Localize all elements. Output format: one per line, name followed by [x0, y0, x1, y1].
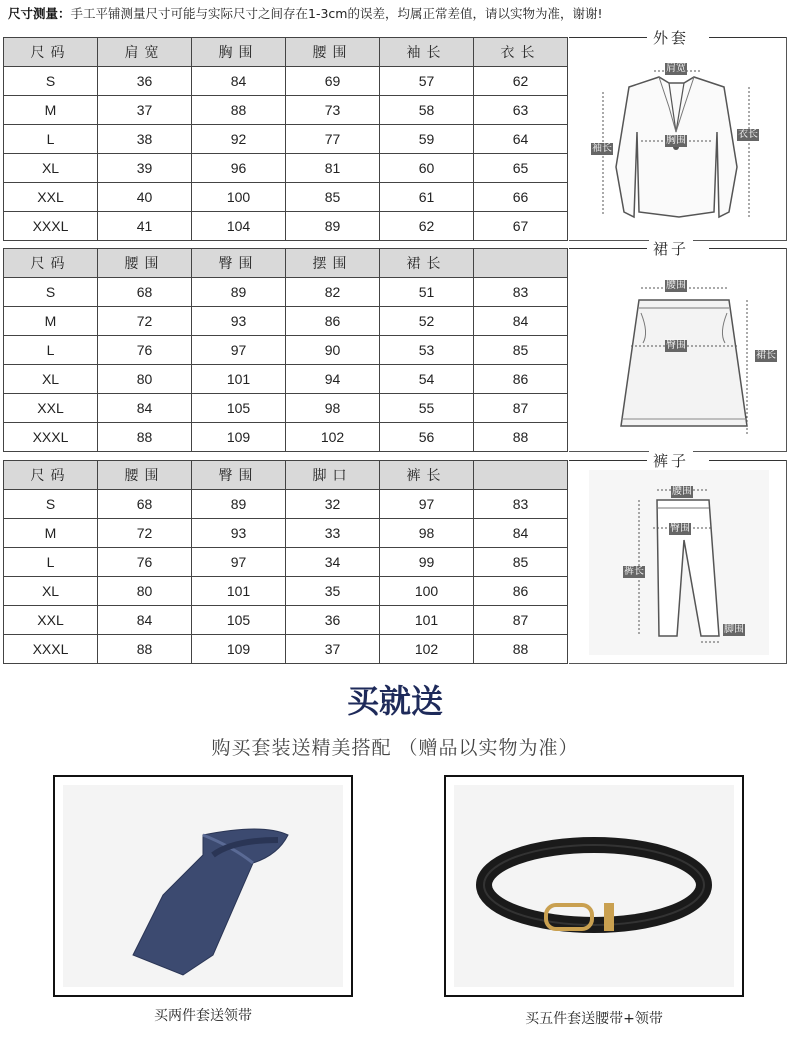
pants-table-cell: 36 [286, 606, 380, 635]
pants-waist-label: 腰围 [672, 486, 692, 497]
pants-table-row [4, 635, 568, 664]
skirt-header-cell: 腰围 [98, 249, 192, 278]
jacket-table-cell: 62 [380, 212, 474, 241]
jacket-header-cell: 尺码 [4, 38, 98, 67]
jacket-table-cell: 73 [286, 96, 380, 125]
skirt-table-cell: XXXL [4, 423, 98, 452]
jacket-table-cell: 100 [192, 183, 286, 212]
jacket-table-cell: 36 [98, 67, 192, 96]
skirt-table-cell: L [4, 336, 98, 365]
pants-table-row [4, 577, 568, 606]
jacket-table-cell: 63 [474, 96, 568, 125]
skirt-table-cell: 82 [286, 278, 380, 307]
jacket-table-cell: L [4, 125, 98, 154]
shoulder-label: 肩宽 [666, 63, 686, 74]
pants-table-cell: L [4, 548, 98, 577]
pants-header-cell: 臀围 [192, 461, 286, 490]
pants-diagram [569, 452, 787, 664]
skirt-table-cell: 109 [192, 423, 286, 452]
jacket-table-cell: 39 [98, 154, 192, 183]
jacket-size-table [3, 37, 568, 241]
skirt-table-cell: 53 [380, 336, 474, 365]
pants-table-cell: 68 [98, 490, 192, 519]
pants-header-cell: 裤长 [380, 461, 474, 490]
jacket-header-cell: 袖长 [380, 38, 474, 67]
jacket-table-cell: M [4, 96, 98, 125]
skirt-table-cell: 56 [380, 423, 474, 452]
pants-table-cell: 101 [192, 577, 286, 606]
pants-table-cell: 86 [474, 577, 568, 606]
pants-table-cell: 102 [380, 635, 474, 664]
jacket-table-cell: 81 [286, 154, 380, 183]
jacket-table-cell: 59 [380, 125, 474, 154]
jacket-header-cell: 衣长 [474, 38, 568, 67]
jacket-table-cell: 64 [474, 125, 568, 154]
pants-header-cell [474, 461, 568, 490]
skirt-table-cell: 83 [474, 278, 568, 307]
pants-table-cell: 98 [380, 519, 474, 548]
jacket-table-row [4, 212, 568, 241]
hip-label: 臀围 [666, 340, 686, 351]
pants-table-cell: 83 [474, 490, 568, 519]
pants-table-cell: 88 [474, 635, 568, 664]
pants-table-cell: XXL [4, 606, 98, 635]
skirt-table-cell: 85 [474, 336, 568, 365]
jacket-table-cell: XXL [4, 183, 98, 212]
jacket-title-label: 外套 [649, 27, 693, 48]
jacket-table-cell: XL [4, 154, 98, 183]
jacket-table-cell: 84 [192, 67, 286, 96]
pants-table-cell: 76 [98, 548, 192, 577]
pants-size-table [3, 460, 568, 664]
skirt-size-table [3, 248, 568, 452]
skirt-length-label: 裙长 [756, 350, 776, 361]
pants-table-cell: 80 [98, 577, 192, 606]
pants-table-cell: 88 [98, 635, 192, 664]
pants-table-cell: 99 [380, 548, 474, 577]
skirt-table-cell: 97 [192, 336, 286, 365]
jacket-table-cell: 65 [474, 154, 568, 183]
jacket-table-row [4, 183, 568, 212]
pants-table-cell: 34 [286, 548, 380, 577]
skirt-table-cell: 72 [98, 307, 192, 336]
pants-title-label: 裤子 [649, 450, 693, 471]
skirt-table-row [4, 336, 568, 365]
skirt-table-cell: 88 [98, 423, 192, 452]
jacket-table-cell: 85 [286, 183, 380, 212]
pants-table-cell: 32 [286, 490, 380, 519]
jacket-table-cell: 96 [192, 154, 286, 183]
skirt-table-cell: 94 [286, 365, 380, 394]
pants-header-cell: 腰围 [98, 461, 192, 490]
pants-table-cell: 93 [192, 519, 286, 548]
pants-hem-label: 脚围 [724, 624, 744, 635]
skirt-table-cell: XXL [4, 394, 98, 423]
skirt-table-cell: 84 [474, 307, 568, 336]
pants-table-cell: 84 [98, 606, 192, 635]
jacket-table-cell: 62 [474, 67, 568, 96]
skirt-table-row [4, 278, 568, 307]
pants-table-cell: 72 [98, 519, 192, 548]
measurement-note [8, 4, 603, 22]
skirt-table-cell: 93 [192, 307, 286, 336]
skirt-table-cell: 105 [192, 394, 286, 423]
length-label: 衣长 [738, 129, 758, 140]
pants-table-cell: XL [4, 577, 98, 606]
jacket-table-cell: XXXL [4, 212, 98, 241]
promo-subtitle: 购买套装送精美搭配 （赠品以实物为准） [211, 737, 579, 759]
gift-tie-card [53, 775, 353, 997]
pants-table-cell: 89 [192, 490, 286, 519]
skirt-header-cell: 臀围 [192, 249, 286, 278]
pants-table-row [4, 606, 568, 635]
jacket-table-cell: 77 [286, 125, 380, 154]
pants-hip-label: 臀围 [670, 523, 690, 534]
belt-photo-icon [454, 785, 734, 987]
skirt-title-label: 裙子 [649, 238, 693, 259]
chest-label: 胸围 [666, 135, 686, 146]
pants-table-cell: 97 [380, 490, 474, 519]
jacket-table-cell: 67 [474, 212, 568, 241]
pants-table-row [4, 548, 568, 577]
jacket-section [3, 29, 787, 241]
skirt-table-cell: M [4, 307, 98, 336]
jacket-diagram [569, 29, 787, 241]
gift-tie-caption: 买两件套送领带 [154, 1008, 252, 1024]
skirt-table-cell: 51 [380, 278, 474, 307]
jacket-header-cell: 肩宽 [98, 38, 192, 67]
skirt-table-cell: 52 [380, 307, 474, 336]
jacket-table-cell: 89 [286, 212, 380, 241]
jacket-table-row [4, 154, 568, 183]
pants-table-cell: 35 [286, 577, 380, 606]
skirt-table-cell: 86 [474, 365, 568, 394]
jacket-table-row [4, 125, 568, 154]
jacket-table-cell: 41 [98, 212, 192, 241]
pants-table-cell: 97 [192, 548, 286, 577]
pants-table-row [4, 519, 568, 548]
pants-header-row [4, 461, 568, 490]
jacket-table-cell: 66 [474, 183, 568, 212]
pants-table-cell: 84 [474, 519, 568, 548]
jacket-table-row [4, 67, 568, 96]
skirt-table-cell: 90 [286, 336, 380, 365]
pants-table-cell: 37 [286, 635, 380, 664]
pants-table-cell: 101 [380, 606, 474, 635]
pants-table-cell: 87 [474, 606, 568, 635]
jacket-table-cell: 61 [380, 183, 474, 212]
sleeve-label: 袖长 [592, 143, 612, 154]
jacket-header-cell: 胸围 [192, 38, 286, 67]
skirt-table-cell: S [4, 278, 98, 307]
skirt-header-cell: 尺码 [4, 249, 98, 278]
skirt-header-cell: 裙长 [380, 249, 474, 278]
skirt-table-cell: 76 [98, 336, 192, 365]
gift-belt-card [444, 775, 744, 997]
jacket-table-cell: 37 [98, 96, 192, 125]
pants-table-cell: M [4, 519, 98, 548]
jacket-table-cell: 38 [98, 125, 192, 154]
skirt-table-cell: 102 [286, 423, 380, 452]
promo-title: 买就送 [346, 682, 443, 720]
skirt-table-cell: 54 [380, 365, 474, 394]
pants-length-label: 裤长 [624, 566, 644, 577]
skirt-diagram [569, 240, 787, 452]
skirt-table-cell: 55 [380, 394, 474, 423]
pants-header-cell: 脚口 [286, 461, 380, 490]
skirt-table-row [4, 423, 568, 452]
pants-table-cell: 85 [474, 548, 568, 577]
note-label: 尺寸测量： [8, 6, 71, 21]
jacket-table-cell: S [4, 67, 98, 96]
jacket-table-cell: 60 [380, 154, 474, 183]
skirt-table-cell: 101 [192, 365, 286, 394]
pants-section [3, 452, 787, 664]
pants-table-row [4, 490, 568, 519]
skirt-table-cell: 89 [192, 278, 286, 307]
skirt-table-cell: XL [4, 365, 98, 394]
skirt-header-cell [474, 249, 568, 278]
jacket-header-cell: 腰围 [286, 38, 380, 67]
skirt-section [3, 240, 787, 452]
skirt-table-cell: 68 [98, 278, 192, 307]
pants-table-cell: 109 [192, 635, 286, 664]
note-text: 手工平铺测量尺寸可能与实际尺寸之间存在1-3cm的误差，均属正常差值，请以实物为准，谢谢! [70, 6, 603, 21]
skirt-table-cell: 87 [474, 394, 568, 423]
skirt-table-cell: 84 [98, 394, 192, 423]
jacket-table-cell: 104 [192, 212, 286, 241]
skirt-table-cell: 98 [286, 394, 380, 423]
pants-header-cell: 尺码 [4, 461, 98, 490]
skirt-table-cell: 80 [98, 365, 192, 394]
jacket-header-row [4, 38, 568, 67]
jacket-table-cell: 88 [192, 96, 286, 125]
skirt-table-row [4, 307, 568, 336]
jacket-table-cell: 57 [380, 67, 474, 96]
jacket-table-cell: 92 [192, 125, 286, 154]
jacket-table-row [4, 96, 568, 125]
pants-table-cell: XXXL [4, 635, 98, 664]
skirt-header-row [4, 249, 568, 278]
jacket-table-cell: 40 [98, 183, 192, 212]
jacket-table-cell: 58 [380, 96, 474, 125]
skirt-table-row [4, 365, 568, 394]
pants-table-cell: 100 [380, 577, 474, 606]
pants-table-cell: S [4, 490, 98, 519]
skirt-table-row [4, 394, 568, 423]
jacket-table-cell: 69 [286, 67, 380, 96]
pants-table-cell: 105 [192, 606, 286, 635]
pants-table-cell: 33 [286, 519, 380, 548]
waist-label: 腰围 [666, 280, 686, 291]
gift-belt-caption: 买五件套送腰带+领带 [525, 1011, 663, 1027]
skirt-header-cell: 摆围 [286, 249, 380, 278]
skirt-table-cell: 88 [474, 423, 568, 452]
tie-photo-icon [63, 785, 343, 987]
skirt-table-cell: 86 [286, 307, 380, 336]
